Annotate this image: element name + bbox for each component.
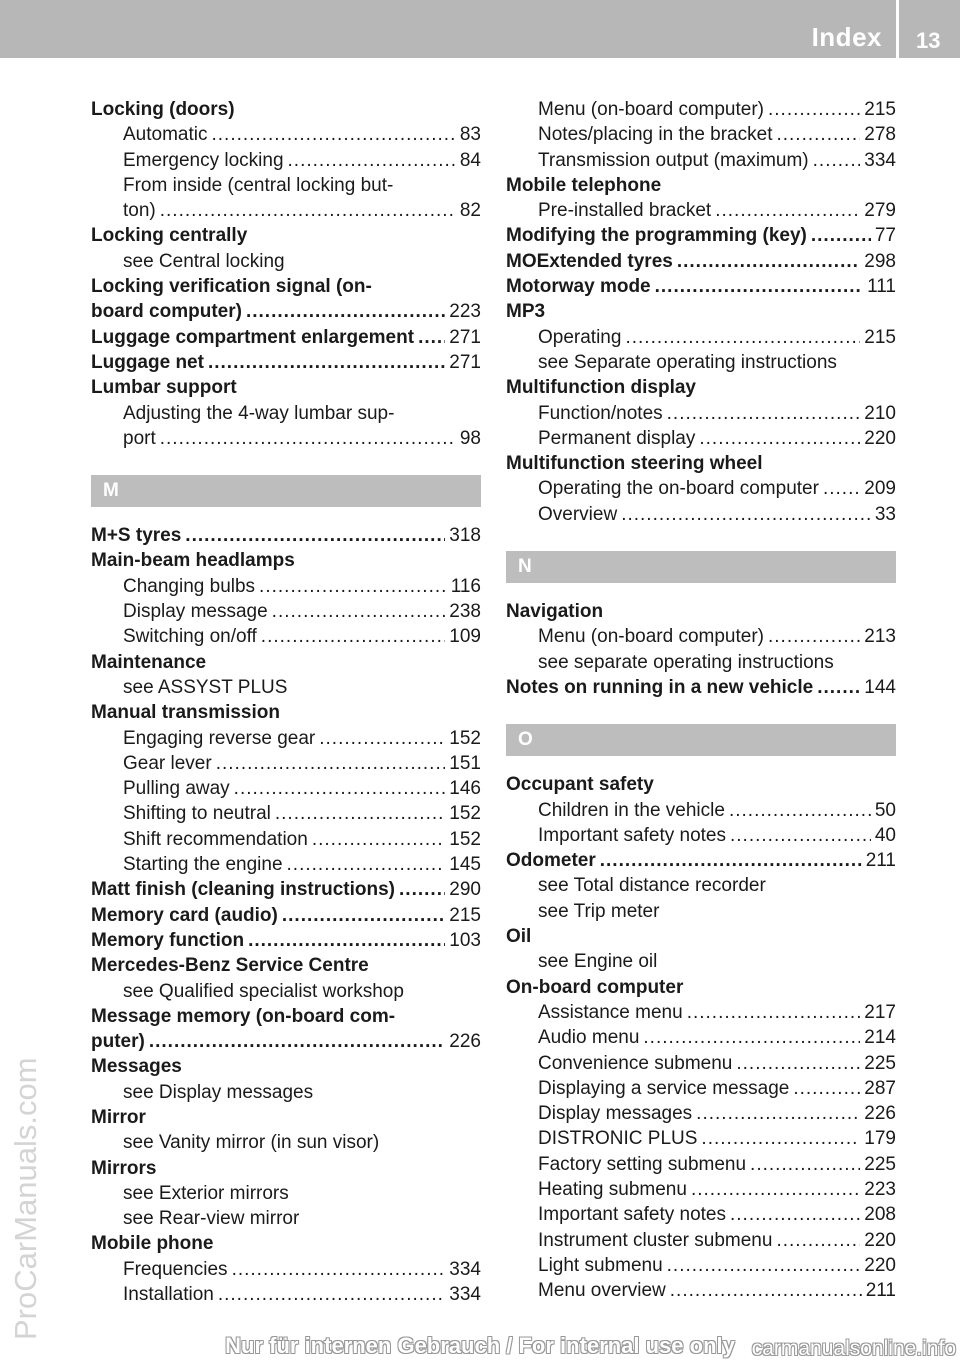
entry-text: Overview bbox=[538, 503, 618, 525]
page-reference: 84 bbox=[459, 149, 481, 171]
index-subentry bbox=[91, 1282, 481, 1307]
page-reference: 225 bbox=[864, 1153, 896, 1175]
entry-text: Memory card (audio) bbox=[91, 904, 278, 926]
entry-text: Displaying a service message bbox=[538, 1077, 790, 1099]
page-reference: 82 bbox=[459, 200, 481, 222]
page-reference: 215 bbox=[864, 326, 896, 348]
entry-text: puter) bbox=[91, 1031, 145, 1053]
index-subentry bbox=[506, 148, 896, 173]
index-entry: Locking centrally bbox=[91, 225, 248, 247]
index-subentry bbox=[506, 1076, 896, 1101]
index-entry: Messages bbox=[91, 1056, 182, 1078]
header-bar bbox=[0, 0, 960, 58]
index-entry: Navigation bbox=[506, 601, 604, 623]
index-subentry bbox=[91, 122, 481, 147]
dot-leader bbox=[701, 1126, 860, 1151]
entry-text: Luggage net bbox=[91, 351, 204, 373]
index-entry bbox=[506, 223, 896, 248]
index-subentry bbox=[506, 624, 896, 649]
index-subentry bbox=[91, 624, 481, 649]
dot-leader bbox=[715, 198, 860, 223]
index-entry bbox=[91, 877, 481, 902]
index-column-right bbox=[506, 97, 896, 1303]
index-entry bbox=[91, 325, 481, 350]
dot-leader bbox=[160, 198, 456, 223]
index-subentry bbox=[91, 801, 481, 826]
index-subentry: see Rear-view mirror bbox=[123, 1208, 300, 1230]
header-title: Index bbox=[811, 22, 882, 52]
entry-text: Pulling away bbox=[123, 778, 230, 800]
section-header: O bbox=[506, 724, 896, 756]
entry-text: Automatic bbox=[123, 124, 208, 146]
page-reference: 226 bbox=[864, 1103, 896, 1125]
index-subentry bbox=[506, 1025, 896, 1050]
entry-text: Light submenu bbox=[538, 1254, 663, 1276]
dot-leader bbox=[696, 1101, 860, 1126]
dot-leader bbox=[687, 1000, 861, 1025]
index-subentry bbox=[506, 1278, 896, 1303]
page-reference: 152 bbox=[449, 803, 481, 825]
index-entry bbox=[91, 903, 481, 928]
page-reference: 152 bbox=[449, 727, 481, 749]
page-reference: 298 bbox=[864, 250, 896, 272]
dot-leader bbox=[736, 1051, 860, 1076]
index-entry bbox=[91, 299, 481, 324]
entry-text: Notes on running in a new vehicle bbox=[506, 676, 814, 698]
page-reference: 83 bbox=[459, 124, 481, 146]
dot-leader bbox=[670, 1278, 862, 1303]
page-reference: 213 bbox=[864, 626, 896, 648]
dot-leader bbox=[655, 274, 863, 299]
index-subentry bbox=[506, 325, 896, 350]
entry-text: Gear lever bbox=[123, 752, 212, 774]
index-subentry: see Trip meter bbox=[538, 900, 660, 922]
entry-text: Engaging reverse gear bbox=[123, 727, 316, 749]
page-reference: 223 bbox=[864, 1178, 896, 1200]
index-subentry bbox=[506, 1228, 896, 1253]
index-entry: Mercedes-Benz Service Centre bbox=[91, 955, 369, 977]
index-entry: Lumbar support bbox=[91, 377, 237, 399]
index-subentry bbox=[506, 1101, 896, 1126]
page-reference: 220 bbox=[864, 1229, 896, 1251]
entry-text: Display message bbox=[123, 601, 268, 623]
page-reference: 103 bbox=[449, 929, 481, 951]
dot-leader bbox=[234, 776, 446, 801]
page-reference: 271 bbox=[449, 351, 481, 373]
dot-leader bbox=[287, 852, 446, 877]
index-entry: Main-beam headlamps bbox=[91, 550, 295, 572]
index-entry: Maintenance bbox=[91, 651, 207, 673]
entry-text: board computer) bbox=[91, 301, 242, 323]
index-subentry bbox=[91, 599, 481, 624]
index-subentry: see ASSYST PLUS bbox=[123, 676, 288, 698]
entry-text: Installation bbox=[123, 1284, 214, 1306]
page-reference: 220 bbox=[864, 1254, 896, 1276]
dot-leader bbox=[216, 751, 446, 776]
entry-text: M+S tyres bbox=[91, 525, 182, 547]
page-reference: 334 bbox=[864, 149, 896, 171]
index-subentry bbox=[91, 574, 481, 599]
index-entry: Oil bbox=[506, 926, 532, 948]
entry-text: Modifying the programming (key) bbox=[506, 225, 807, 247]
dot-leader bbox=[768, 97, 860, 122]
index-subentry bbox=[506, 1152, 896, 1177]
page-reference: 33 bbox=[874, 503, 896, 525]
page-reference: 238 bbox=[449, 601, 481, 623]
entry-text: Instrument cluster submenu bbox=[538, 1229, 773, 1251]
entry-text: Important safety notes bbox=[538, 824, 726, 846]
index-subentry bbox=[506, 401, 896, 426]
page-reference: 215 bbox=[864, 99, 896, 120]
dot-leader bbox=[817, 675, 860, 700]
page-reference: 334 bbox=[449, 1258, 481, 1280]
page-reference: 109 bbox=[449, 626, 481, 648]
index-subentry bbox=[91, 751, 481, 776]
page-reference: 98 bbox=[459, 427, 481, 449]
page-reference: 318 bbox=[449, 525, 481, 547]
index-entry: Mobile phone bbox=[91, 1233, 214, 1255]
index-entry bbox=[506, 249, 896, 274]
index-subentry: see separate operating instructions bbox=[538, 651, 834, 673]
page-reference: 146 bbox=[449, 778, 481, 800]
index-entry: MP3 bbox=[506, 301, 546, 323]
index-subentry bbox=[506, 97, 896, 122]
dot-leader bbox=[699, 426, 860, 451]
entry-text: Display messages bbox=[538, 1103, 693, 1125]
index-subentry bbox=[506, 1126, 896, 1151]
index-subentry: see Qualified specialist workshop bbox=[123, 980, 404, 1002]
dot-leader bbox=[625, 325, 860, 350]
entry-text: Operating the on-board computer bbox=[538, 478, 819, 500]
page-reference: 144 bbox=[864, 676, 896, 698]
page-reference: 225 bbox=[864, 1052, 896, 1074]
dot-leader bbox=[288, 148, 456, 173]
index-entry bbox=[506, 848, 896, 873]
index-subentry bbox=[506, 502, 896, 527]
entry-text: Emergency locking bbox=[123, 149, 284, 171]
entry-text: Transmission output (maximum) bbox=[538, 149, 809, 171]
entry-text: Menu (on-board computer) bbox=[538, 626, 764, 648]
dot-leader bbox=[813, 148, 861, 173]
dot-leader bbox=[282, 903, 445, 928]
index-entry: Multifunction steering wheel bbox=[506, 453, 763, 475]
entry-text: Permanent display bbox=[538, 427, 696, 449]
entry-text: Factory setting submenu bbox=[538, 1153, 747, 1175]
dot-leader bbox=[776, 1228, 860, 1253]
entry-text: Assistance menu bbox=[538, 1001, 683, 1023]
entry-text: Switching on/off bbox=[123, 626, 257, 648]
page-reference: 217 bbox=[864, 1001, 896, 1023]
page-reference: 223 bbox=[449, 301, 481, 323]
entry-text: Menu (on-board computer) bbox=[538, 99, 764, 120]
dot-leader bbox=[272, 599, 446, 624]
dot-leader bbox=[160, 426, 456, 451]
index-subentry bbox=[91, 198, 481, 223]
index-entry bbox=[506, 274, 896, 299]
dot-leader bbox=[667, 1253, 861, 1278]
dot-leader bbox=[750, 1152, 860, 1177]
dot-leader bbox=[319, 726, 445, 751]
page-reference: 179 bbox=[864, 1128, 896, 1150]
index-subentry bbox=[506, 798, 896, 823]
entry-text: Changing bulbs bbox=[123, 575, 256, 597]
page-reference: 208 bbox=[864, 1204, 896, 1226]
index-entry bbox=[91, 1029, 481, 1054]
page-reference: 214 bbox=[864, 1027, 896, 1049]
entry-text: MOExtended tyres bbox=[506, 250, 673, 272]
dot-leader bbox=[149, 1029, 445, 1054]
index-subentry: see Total distance recorder bbox=[538, 875, 766, 897]
index-subentry: see Display messages bbox=[123, 1081, 314, 1103]
page-number: 13 bbox=[916, 28, 941, 53]
dot-leader bbox=[730, 823, 871, 848]
entry-text: Important safety notes bbox=[538, 1204, 726, 1226]
index-subentry bbox=[91, 1257, 481, 1282]
page-reference: 77 bbox=[874, 225, 896, 247]
dot-leader bbox=[399, 877, 445, 902]
index-subentry bbox=[91, 776, 481, 801]
entry-text: Notes/placing in the bracket bbox=[538, 124, 773, 146]
index-entry: On-board computer bbox=[506, 976, 684, 998]
dot-leader bbox=[677, 249, 860, 274]
dot-leader bbox=[793, 1076, 860, 1101]
index-subentry bbox=[91, 852, 481, 877]
entry-text: ton) bbox=[123, 200, 156, 222]
page-reference: 211 bbox=[865, 850, 896, 872]
index-entry bbox=[91, 523, 481, 548]
footer-notice: Nur für internen Gebrauch / For internal use only bbox=[225, 1333, 735, 1358]
index-entry: Locking (doors) bbox=[91, 99, 235, 120]
index-subentry: see Engine oil bbox=[538, 951, 658, 973]
dot-leader bbox=[275, 801, 445, 826]
index-entry bbox=[91, 928, 481, 953]
entry-text: Frequencies bbox=[123, 1258, 228, 1280]
index-subentry bbox=[506, 476, 896, 501]
index-subentry: see Exterior mirrors bbox=[123, 1182, 289, 1204]
entry-text: DISTRONIC PLUS bbox=[538, 1128, 698, 1150]
index-subentry bbox=[91, 726, 481, 751]
entry-text: Starting the engine bbox=[123, 854, 283, 876]
index-entry bbox=[91, 350, 481, 375]
dot-leader bbox=[232, 1257, 446, 1282]
index-subentry bbox=[91, 827, 481, 852]
index-entry: Occupant safety bbox=[506, 774, 654, 796]
index-subentry bbox=[506, 1177, 896, 1202]
page-reference: 40 bbox=[874, 824, 896, 846]
footer-site: carmanualsonline.info bbox=[751, 1337, 956, 1360]
entry-text: Pre-installed bracket bbox=[538, 200, 712, 222]
index-entry: Mirrors bbox=[91, 1157, 157, 1179]
entry-text: Odometer bbox=[506, 850, 596, 872]
dot-leader bbox=[776, 122, 860, 147]
index-subentry bbox=[91, 148, 481, 173]
page-reference: 211 bbox=[865, 1280, 896, 1302]
entry-text: port bbox=[123, 427, 156, 449]
page-reference: 287 bbox=[864, 1077, 896, 1099]
index-entry: Locking verification signal (on- bbox=[91, 276, 372, 298]
page-reference: 116 bbox=[450, 575, 481, 597]
index-entry: Multifunction display bbox=[506, 377, 696, 399]
entry-text: Children in the vehicle bbox=[538, 799, 725, 821]
dot-leader bbox=[667, 401, 861, 426]
index-subentry: see Central locking bbox=[123, 250, 285, 272]
index-subentry: see Vanity mirror (in sun visor) bbox=[123, 1132, 380, 1154]
entry-text: Convenience submenu bbox=[538, 1052, 733, 1074]
page-reference: 279 bbox=[864, 200, 896, 222]
dot-leader bbox=[729, 798, 871, 823]
page-reference: 145 bbox=[449, 854, 481, 876]
section-header: M bbox=[91, 475, 481, 507]
entry-text: Menu overview bbox=[538, 1280, 666, 1302]
entry-text: Shifting to neutral bbox=[123, 803, 271, 825]
page-reference: 210 bbox=[864, 402, 896, 424]
index-subentry bbox=[506, 1253, 896, 1278]
page-reference: 111 bbox=[867, 276, 896, 298]
page-reference: 226 bbox=[449, 1031, 481, 1053]
page-reference: 209 bbox=[864, 478, 896, 500]
index-subentry bbox=[506, 198, 896, 223]
entry-text: Audio menu bbox=[538, 1027, 640, 1049]
dot-leader bbox=[208, 350, 445, 375]
index-subentry bbox=[91, 426, 481, 451]
index-subentry bbox=[506, 122, 896, 147]
page-reference: 271 bbox=[449, 326, 481, 348]
index-subentry bbox=[506, 823, 896, 848]
index-subentry bbox=[506, 426, 896, 451]
index-subentry bbox=[506, 1000, 896, 1025]
dot-leader bbox=[823, 476, 860, 501]
dot-leader bbox=[621, 502, 871, 527]
side-watermark: ProCarManuals.com bbox=[8, 1057, 43, 1340]
dot-leader bbox=[246, 299, 445, 324]
dot-leader bbox=[811, 223, 871, 248]
entry-text: Motorway mode bbox=[506, 276, 651, 298]
index-entry: Message memory (on-board com- bbox=[91, 1005, 396, 1027]
dot-leader bbox=[312, 827, 445, 852]
page-reference: 50 bbox=[874, 799, 896, 821]
index-subentry: Adjusting the 4-way lumbar sup- bbox=[123, 402, 395, 424]
page-reference: 215 bbox=[449, 904, 481, 926]
page-reference: 334 bbox=[449, 1284, 481, 1306]
entry-text: Function/notes bbox=[538, 402, 663, 424]
dot-leader bbox=[418, 325, 445, 350]
index-subentry: see Separate operating instructions bbox=[538, 351, 837, 373]
dot-leader bbox=[768, 624, 860, 649]
dot-leader bbox=[261, 624, 446, 649]
entry-text: Matt finish (cleaning instructions) bbox=[91, 879, 396, 901]
page-reference: 152 bbox=[449, 828, 481, 850]
page-reference: 278 bbox=[864, 124, 896, 146]
index-entry: Mirror bbox=[91, 1106, 146, 1128]
index-subentry bbox=[506, 1051, 896, 1076]
dot-leader bbox=[185, 523, 445, 548]
dot-leader bbox=[643, 1025, 860, 1050]
index-entry: Manual transmission bbox=[91, 702, 280, 724]
dot-leader bbox=[248, 928, 445, 953]
page-reference: 290 bbox=[449, 879, 481, 901]
index-entry: Mobile telephone bbox=[506, 174, 662, 196]
header-divider bbox=[896, 0, 899, 58]
index-entry bbox=[506, 675, 896, 700]
dot-leader bbox=[730, 1202, 860, 1227]
dot-leader bbox=[218, 1282, 445, 1307]
page-reference: 151 bbox=[449, 752, 481, 774]
section-header: N bbox=[506, 551, 896, 583]
dot-leader bbox=[600, 848, 862, 873]
index-subentry bbox=[506, 1202, 896, 1227]
entry-text: Shift recommendation bbox=[123, 828, 308, 850]
entry-text: Memory function bbox=[91, 929, 245, 951]
index-column-left bbox=[91, 97, 481, 1307]
dot-leader bbox=[259, 574, 447, 599]
entry-text: Heating submenu bbox=[538, 1178, 687, 1200]
dot-leader bbox=[211, 122, 455, 147]
page-reference: 220 bbox=[864, 427, 896, 449]
entry-text: Luggage compartment enlargement bbox=[91, 326, 415, 348]
dot-leader bbox=[691, 1177, 860, 1202]
entry-text: Operating bbox=[538, 326, 622, 348]
index-subentry: From inside (central locking but- bbox=[123, 174, 394, 196]
